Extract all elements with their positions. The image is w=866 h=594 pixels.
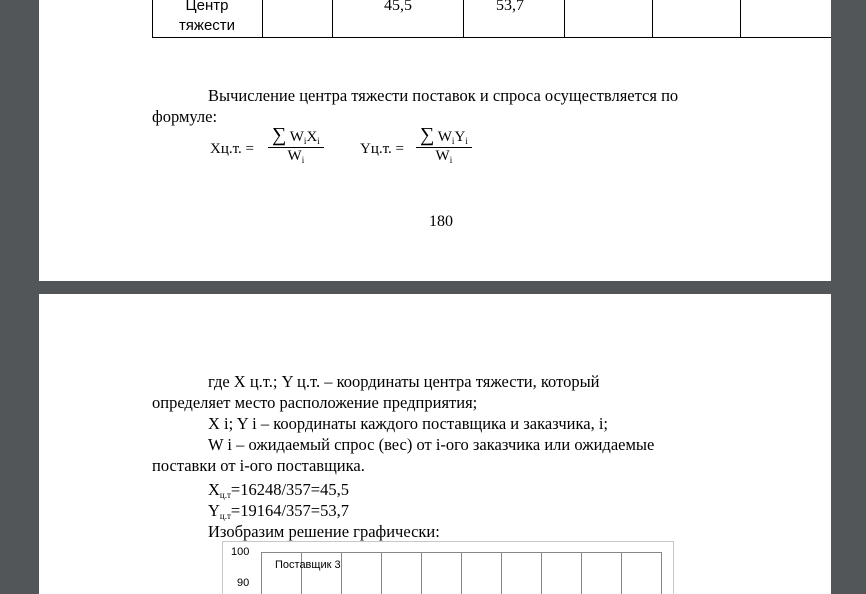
paragraph-3-line-1: W i – ожидаемый спрос (вес) от i-ого заказчика или ожидаемые — [208, 435, 655, 454]
page-number: 180 — [429, 213, 453, 230]
y-tick-label: 100 — [231, 546, 250, 558]
paragraph-3-line-2: поставки от i-ого поставщика. — [152, 456, 365, 475]
table-cell — [740, 0, 831, 38]
graph-intro: Изобразим решение графически: — [208, 522, 440, 541]
grid-line — [661, 553, 662, 594]
chart-fragment — [222, 541, 674, 594]
y-value: 53,7 — [496, 0, 524, 14]
intro-line-2: формуле: — [152, 107, 218, 126]
grid-line — [501, 553, 502, 594]
table-cell — [652, 0, 740, 38]
grid-line — [381, 553, 382, 594]
grid-line — [541, 553, 542, 594]
row-label: Центр тяжести — [178, 0, 236, 34]
intro-line-1: Вычисление центра тяжести поставок и спроса осуществляется по — [208, 86, 679, 105]
paragraph-2: X i; Y i – координаты каждого поставщика и заказчика, i; — [208, 414, 608, 433]
paragraph-1-line-2: определяет место расположение предприятия; — [152, 393, 478, 412]
grid-line — [621, 553, 622, 594]
x-calculation: $X_{ц.т}=16248/357=45,5$ — [208, 480, 349, 500]
data-label: Поставщик 3 — [275, 559, 341, 571]
formula-y-fraction: ∑ $W_iY_i$ $W_i$ — [416, 124, 472, 165]
formula-x-fraction: ∑ $W_iX_i$ $W_i$ — [268, 124, 324, 165]
x-value: 45,5 — [384, 0, 412, 14]
table-fragment — [152, 0, 831, 39]
table-cell — [564, 0, 652, 38]
grid-line — [461, 553, 462, 594]
document-page-2 — [39, 294, 831, 594]
formula-x-left: Xц.т. = — [210, 141, 254, 157]
grid-line — [581, 553, 582, 594]
paragraph-1-line-1: где X ц.т.; Y ц.т. – координаты центра тяжести, который — [208, 372, 600, 391]
table-cell — [262, 0, 332, 38]
formula-y-left: Yц.т. = — [360, 141, 404, 157]
document-page-1 — [39, 0, 831, 281]
grid-line — [421, 553, 422, 594]
y-calculation: $Y_{ц.т}=19164/357=53,7$ — [208, 501, 349, 521]
y-tick-label: 90 — [237, 577, 250, 589]
grid-line — [341, 553, 342, 594]
